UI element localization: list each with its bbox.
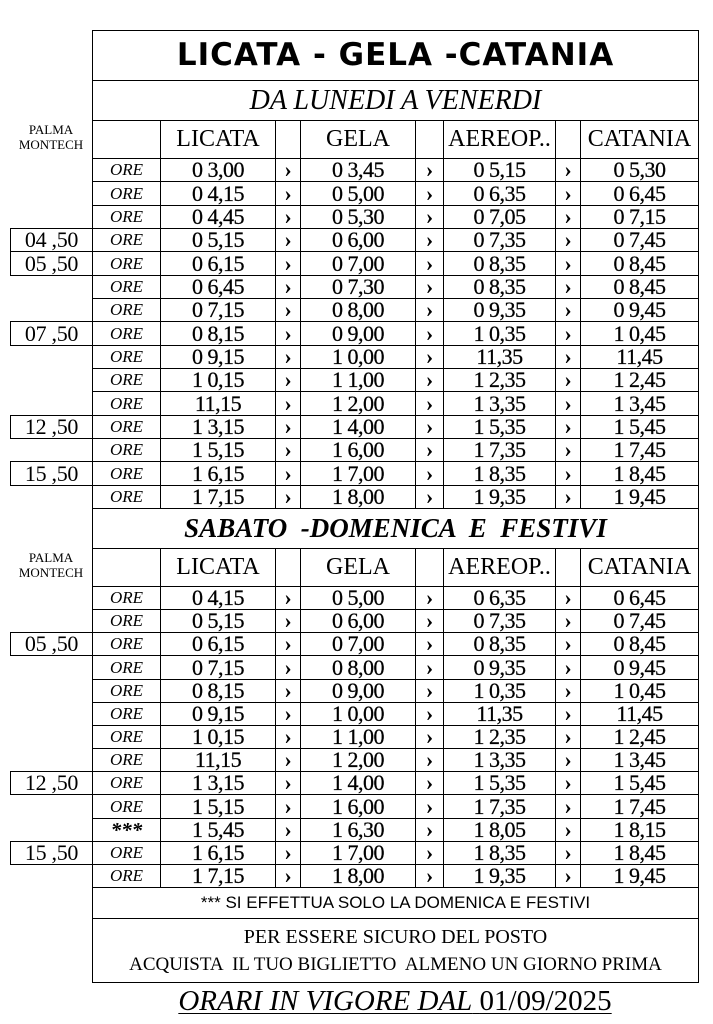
- chevron-right-icon: ›: [415, 655, 444, 680]
- footnote: *** SI EFFETTUA SOLO LA DOMENICA E FESTIVI: [92, 887, 699, 919]
- chevron-right-icon: ›: [555, 298, 581, 322]
- chevron-right-icon: ›: [415, 461, 444, 486]
- chevron-right-icon: ›: [275, 794, 301, 819]
- time-gela: 1 1,00: [300, 725, 416, 749]
- time-gela: 1 0,00: [300, 702, 416, 726]
- time-aereoporto: 1 8,05: [443, 818, 556, 842]
- chevron-right-icon: ›: [275, 415, 301, 439]
- time-licata: 0 3,00: [160, 158, 276, 182]
- ore-label: ORE: [92, 368, 161, 392]
- chevron-right-icon: ›: [555, 748, 581, 772]
- time-licata: 1 0,15: [160, 368, 276, 392]
- chevron-right-icon: ›: [555, 702, 581, 726]
- time-licata: 1 3,15: [160, 771, 276, 795]
- chevron-right-icon: ›: [415, 415, 444, 439]
- time-licata: 1 5,15: [160, 794, 276, 819]
- header-spacer: [415, 548, 444, 587]
- chevron-right-icon: ›: [555, 321, 581, 346]
- booking-advice-line-1: PER ESSERE SICURO DEL POSTO: [243, 926, 548, 948]
- time-aereoporto: 1 5,35: [443, 415, 556, 439]
- ore-label: ORE: [92, 864, 161, 888]
- time-gela: 0 6,00: [300, 228, 416, 252]
- chevron-right-icon: ›: [555, 794, 581, 819]
- time-gela: 0 8,00: [300, 298, 416, 322]
- time-gela: 0 6,00: [300, 609, 416, 633]
- ore-label: ORE: [92, 841, 161, 865]
- ore-label: ORE: [92, 748, 161, 772]
- palma-montech-label: [10, 550, 92, 580]
- chevron-right-icon: ›: [275, 181, 301, 206]
- time-licata: 1 6,15: [160, 461, 276, 486]
- chevron-right-icon: ›: [415, 321, 444, 346]
- chevron-right-icon: ›: [555, 275, 581, 299]
- chevron-right-icon: ›: [555, 415, 581, 439]
- time-gela: 0 7,30: [300, 275, 416, 299]
- time-aereoporto: 0 6,35: [443, 181, 556, 206]
- chevron-right-icon: ›: [415, 586, 444, 610]
- chevron-right-icon: ›: [555, 485, 581, 509]
- chevron-right-icon: ›: [415, 818, 444, 842]
- ore-label: ORE: [92, 438, 161, 462]
- ore-label: ORE: [92, 158, 161, 182]
- chevron-right-icon: ›: [275, 321, 301, 346]
- section-heading: DA LUNEDI A VENERDI: [92, 80, 699, 121]
- time-licata: 0 4,15: [160, 181, 276, 206]
- time-licata: 0 4,45: [160, 205, 276, 229]
- chevron-right-icon: ›: [415, 794, 444, 819]
- time-catania: 1 3,45: [580, 748, 699, 772]
- palma-montech-time: 12 ,50: [10, 415, 93, 439]
- chevron-right-icon: ›: [275, 275, 301, 299]
- header-spacer: [555, 120, 581, 159]
- time-aereoporto: 0 9,35: [443, 298, 556, 322]
- time-aereoporto: 1 0,35: [443, 321, 556, 346]
- chevron-right-icon: ›: [555, 679, 581, 703]
- time-aereoporto: 0 7,35: [443, 609, 556, 633]
- chevron-right-icon: ›: [555, 655, 581, 680]
- time-aereoporto: 0 9,35: [443, 655, 556, 680]
- time-catania: 0 6,45: [580, 586, 699, 610]
- time-aereoporto: 1 9,35: [443, 485, 556, 509]
- palma-montech-time: 15 ,50: [10, 841, 93, 865]
- column-header-aereoporto: AEREOP..: [443, 120, 556, 159]
- time-gela: 1 4,00: [300, 415, 416, 439]
- time-gela: 1 8,00: [300, 864, 416, 888]
- ore-label: ORE: [92, 702, 161, 726]
- chevron-right-icon: ›: [415, 345, 444, 369]
- time-catania: 0 9,45: [580, 655, 699, 680]
- ore-label: ORE: [92, 461, 161, 486]
- time-catania: 1 0,45: [580, 321, 699, 346]
- ore-label: ORE: [92, 771, 161, 795]
- palma-montech-time: 15 ,50: [10, 461, 93, 486]
- chevron-right-icon: ›: [555, 461, 581, 486]
- chevron-right-icon: ›: [415, 864, 444, 888]
- time-gela: 1 8,00: [300, 485, 416, 509]
- ore-label: ORE: [92, 228, 161, 252]
- time-aereoporto: 1 5,35: [443, 771, 556, 795]
- time-licata: 0 7,15: [160, 655, 276, 680]
- chevron-right-icon: ›: [275, 632, 301, 656]
- time-gela: 0 8,00: [300, 655, 416, 680]
- chevron-right-icon: ›: [275, 158, 301, 182]
- chevron-right-icon: ›: [275, 298, 301, 322]
- time-licata: 1 7,15: [160, 485, 276, 509]
- time-licata: 0 8,15: [160, 321, 276, 346]
- time-aereoporto: 0 8,35: [443, 632, 556, 656]
- palma-montech-label: [10, 122, 92, 152]
- chevron-right-icon: ›: [555, 771, 581, 795]
- time-catania: 1 5,45: [580, 771, 699, 795]
- time-licata: 0 5,15: [160, 228, 276, 252]
- chevron-right-icon: ›: [275, 391, 301, 416]
- time-aereoporto: 11,35: [443, 345, 556, 369]
- time-licata: 11,15: [160, 391, 276, 416]
- column-header-gela: GELA: [300, 548, 416, 587]
- time-licata: 1 7,15: [160, 864, 276, 888]
- time-licata: 0 5,15: [160, 609, 276, 633]
- ore-label: ORE: [92, 205, 161, 229]
- time-gela: 0 5,00: [300, 586, 416, 610]
- time-catania: 1 8,45: [580, 461, 699, 486]
- time-gela: 1 6,00: [300, 438, 416, 462]
- chevron-right-icon: ›: [415, 725, 444, 749]
- palma-montech-label-line: PALMA: [28, 550, 74, 565]
- chevron-right-icon: ›: [415, 748, 444, 772]
- time-aereoporto: 1 3,35: [443, 748, 556, 772]
- palma-montech-time: 12 ,50: [10, 771, 93, 795]
- time-gela: 1 6,00: [300, 794, 416, 819]
- time-gela: 0 5,30: [300, 205, 416, 229]
- chevron-right-icon: ›: [555, 368, 581, 392]
- chevron-right-icon: ›: [275, 725, 301, 749]
- time-gela: 1 7,00: [300, 841, 416, 865]
- chevron-right-icon: ›: [275, 841, 301, 865]
- route-title: LICATA - GELA -CATANIA: [92, 30, 699, 81]
- ore-label: ORE: [92, 725, 161, 749]
- time-aereoporto: 0 8,35: [443, 275, 556, 299]
- time-aereoporto: 1 0,35: [443, 679, 556, 703]
- time-licata: 0 6,15: [160, 251, 276, 276]
- time-licata: 1 0,15: [160, 725, 276, 749]
- palma-montech-label-line: MONTECH: [18, 137, 84, 152]
- time-gela: 0 7,00: [300, 632, 416, 656]
- time-catania: 1 8,45: [580, 841, 699, 865]
- time-aereoporto: 1 2,35: [443, 725, 556, 749]
- chevron-right-icon: ›: [275, 586, 301, 610]
- validity-underline: [178, 985, 611, 1017]
- chevron-right-icon: ›: [555, 228, 581, 252]
- chevron-right-icon: ›: [415, 158, 444, 182]
- ore-label: ORE: [92, 632, 161, 656]
- chevron-right-icon: ›: [415, 438, 444, 462]
- ore-label: ORE: [92, 586, 161, 610]
- time-catania: 1 7,45: [580, 794, 699, 819]
- time-catania: 1 3,45: [580, 391, 699, 416]
- time-gela: 1 4,00: [300, 771, 416, 795]
- chevron-right-icon: ›: [275, 205, 301, 229]
- chevron-right-icon: ›: [555, 345, 581, 369]
- time-licata: 0 6,45: [160, 275, 276, 299]
- chevron-right-icon: ›: [415, 251, 444, 276]
- time-aereoporto: 0 8,35: [443, 251, 556, 276]
- time-aereoporto: 1 7,35: [443, 794, 556, 819]
- chevron-right-icon: ›: [275, 771, 301, 795]
- time-gela: 0 9,00: [300, 321, 416, 346]
- chevron-right-icon: ›: [555, 251, 581, 276]
- time-licata: 1 3,15: [160, 415, 276, 439]
- chevron-right-icon: ›: [415, 181, 444, 206]
- chevron-right-icon: ›: [555, 841, 581, 865]
- chevron-right-icon: ›: [415, 228, 444, 252]
- chevron-right-icon: ›: [415, 771, 444, 795]
- chevron-right-icon: ›: [555, 205, 581, 229]
- chevron-right-icon: ›: [415, 275, 444, 299]
- time-catania: 0 6,45: [580, 181, 699, 206]
- chevron-right-icon: ›: [555, 438, 581, 462]
- chevron-right-icon: ›: [275, 461, 301, 486]
- chevron-right-icon: ›: [555, 725, 581, 749]
- time-licata: 0 9,15: [160, 345, 276, 369]
- time-catania: 1 7,45: [580, 438, 699, 462]
- header-spacer: [92, 120, 161, 159]
- column-header-aereoporto: AEREOP..: [443, 548, 556, 587]
- header-spacer: [415, 120, 444, 159]
- festive-only-marker: ***: [92, 818, 161, 842]
- chevron-right-icon: ›: [555, 818, 581, 842]
- column-header-catania: CATANIA: [580, 548, 699, 587]
- time-gela: 1 2,00: [300, 391, 416, 416]
- time-catania: 1 5,45: [580, 415, 699, 439]
- time-licata: 11,15: [160, 748, 276, 772]
- time-aereoporto: 1 8,35: [443, 461, 556, 486]
- time-aereoporto: 1 2,35: [443, 368, 556, 392]
- time-catania: 0 8,45: [580, 632, 699, 656]
- chevron-right-icon: ›: [275, 438, 301, 462]
- chevron-right-icon: ›: [555, 609, 581, 633]
- chevron-right-icon: ›: [555, 158, 581, 182]
- time-gela: 0 7,00: [300, 251, 416, 276]
- column-header-licata: LICATA: [160, 548, 276, 587]
- booking-advice-box: [92, 918, 699, 983]
- header-spacer: [275, 548, 301, 587]
- ore-label: ORE: [92, 345, 161, 369]
- ore-label: ORE: [92, 655, 161, 680]
- time-gela: 0 3,45: [300, 158, 416, 182]
- palma-montech-label-line: MONTECH: [18, 565, 84, 580]
- header-spacer: [275, 120, 301, 159]
- time-aereoporto: 1 7,35: [443, 438, 556, 462]
- ore-label: ORE: [92, 485, 161, 509]
- chevron-right-icon: ›: [275, 228, 301, 252]
- time-licata: 0 8,15: [160, 679, 276, 703]
- time-licata: 0 4,15: [160, 586, 276, 610]
- time-licata: 1 5,15: [160, 438, 276, 462]
- time-catania: 1 0,45: [580, 679, 699, 703]
- chevron-right-icon: ›: [275, 368, 301, 392]
- time-gela: 0 5,00: [300, 181, 416, 206]
- ore-label: ORE: [92, 321, 161, 346]
- chevron-right-icon: ›: [555, 586, 581, 610]
- header-spacer: [92, 548, 161, 587]
- time-aereoporto: 0 5,15: [443, 158, 556, 182]
- time-aereoporto: 1 9,35: [443, 864, 556, 888]
- palma-montech-time: 04 ,50: [10, 228, 93, 252]
- time-gela: 1 7,00: [300, 461, 416, 486]
- time-catania: 1 8,15: [580, 818, 699, 842]
- chevron-right-icon: ›: [275, 818, 301, 842]
- time-catania: 0 8,45: [580, 275, 699, 299]
- time-licata: 1 5,45: [160, 818, 276, 842]
- chevron-right-icon: ›: [415, 841, 444, 865]
- ore-label: ORE: [92, 275, 161, 299]
- time-gela: 1 1,00: [300, 368, 416, 392]
- time-catania: 0 8,45: [580, 251, 699, 276]
- chevron-right-icon: ›: [555, 864, 581, 888]
- time-catania: 1 9,45: [580, 485, 699, 509]
- chevron-right-icon: ›: [275, 679, 301, 703]
- time-aereoporto: 0 7,05: [443, 205, 556, 229]
- chevron-right-icon: ›: [275, 345, 301, 369]
- time-licata: 0 6,15: [160, 632, 276, 656]
- time-aereoporto: 1 8,35: [443, 841, 556, 865]
- chevron-right-icon: ›: [275, 251, 301, 276]
- chevron-right-icon: ›: [275, 748, 301, 772]
- time-catania: 1 2,45: [580, 725, 699, 749]
- column-header-catania: CATANIA: [580, 120, 699, 159]
- chevron-right-icon: ›: [275, 702, 301, 726]
- column-header-gela: GELA: [300, 120, 416, 159]
- chevron-right-icon: ›: [555, 391, 581, 416]
- time-catania: 1 2,45: [580, 368, 699, 392]
- chevron-right-icon: ›: [415, 205, 444, 229]
- ore-label: ORE: [92, 679, 161, 703]
- time-catania: 11,45: [580, 702, 699, 726]
- time-aereoporto: 0 6,35: [443, 586, 556, 610]
- ore-label: ORE: [92, 609, 161, 633]
- ore-label: ORE: [92, 391, 161, 416]
- ore-label: ORE: [92, 181, 161, 206]
- booking-advice-line-2: ACQUISTA IL TUO BIGLIETTO ALMENO UN GIORNO PRIMA: [129, 954, 662, 975]
- ore-label: ORE: [92, 415, 161, 439]
- time-licata: 1 6,15: [160, 841, 276, 865]
- chevron-right-icon: ›: [415, 485, 444, 509]
- palma-montech-time: 05 ,50: [10, 632, 93, 656]
- time-aereoporto: 11,35: [443, 702, 556, 726]
- ore-label: ORE: [92, 794, 161, 819]
- time-gela: 0 9,00: [300, 679, 416, 703]
- time-gela: 1 0,00: [300, 345, 416, 369]
- chevron-right-icon: ›: [555, 181, 581, 206]
- chevron-right-icon: ›: [415, 679, 444, 703]
- ore-label: ORE: [92, 298, 161, 322]
- chevron-right-icon: ›: [415, 298, 444, 322]
- time-gela: 1 6,30: [300, 818, 416, 842]
- palma-montech-time: 05 ,50: [10, 251, 93, 276]
- validity-notice: [92, 984, 698, 1020]
- validity-date: 01/09/2025: [479, 985, 612, 1017]
- time-aereoporto: 0 7,35: [443, 228, 556, 252]
- time-aereoporto: 1 3,35: [443, 391, 556, 416]
- time-licata: 0 7,15: [160, 298, 276, 322]
- chevron-right-icon: ›: [275, 864, 301, 888]
- ore-label: ORE: [92, 251, 161, 276]
- chevron-right-icon: ›: [415, 609, 444, 633]
- time-catania: 1 9,45: [580, 864, 699, 888]
- palma-montech-label-line: PALMA: [28, 122, 74, 137]
- time-catania: 0 7,45: [580, 609, 699, 633]
- validity-label: ORARI IN VIGORE DAL: [178, 985, 473, 1017]
- column-header-licata: LICATA: [160, 120, 276, 159]
- section-heading: SABATO -DOMENICA E FESTIVI: [92, 508, 699, 549]
- time-catania: 0 5,30: [580, 158, 699, 182]
- palma-montech-time: 07 ,50: [10, 321, 93, 346]
- time-catania: 0 7,15: [580, 205, 699, 229]
- chevron-right-icon: ›: [275, 655, 301, 680]
- chevron-right-icon: ›: [415, 702, 444, 726]
- chevron-right-icon: ›: [415, 391, 444, 416]
- chevron-right-icon: ›: [275, 485, 301, 509]
- chevron-right-icon: ›: [415, 368, 444, 392]
- time-catania: 11,45: [580, 345, 699, 369]
- header-spacer: [555, 548, 581, 587]
- time-gela: 1 2,00: [300, 748, 416, 772]
- chevron-right-icon: ›: [275, 609, 301, 633]
- chevron-right-icon: ›: [555, 632, 581, 656]
- chevron-right-icon: ›: [415, 632, 444, 656]
- time-catania: 0 9,45: [580, 298, 699, 322]
- time-licata: 0 9,15: [160, 702, 276, 726]
- time-catania: 0 7,45: [580, 228, 699, 252]
